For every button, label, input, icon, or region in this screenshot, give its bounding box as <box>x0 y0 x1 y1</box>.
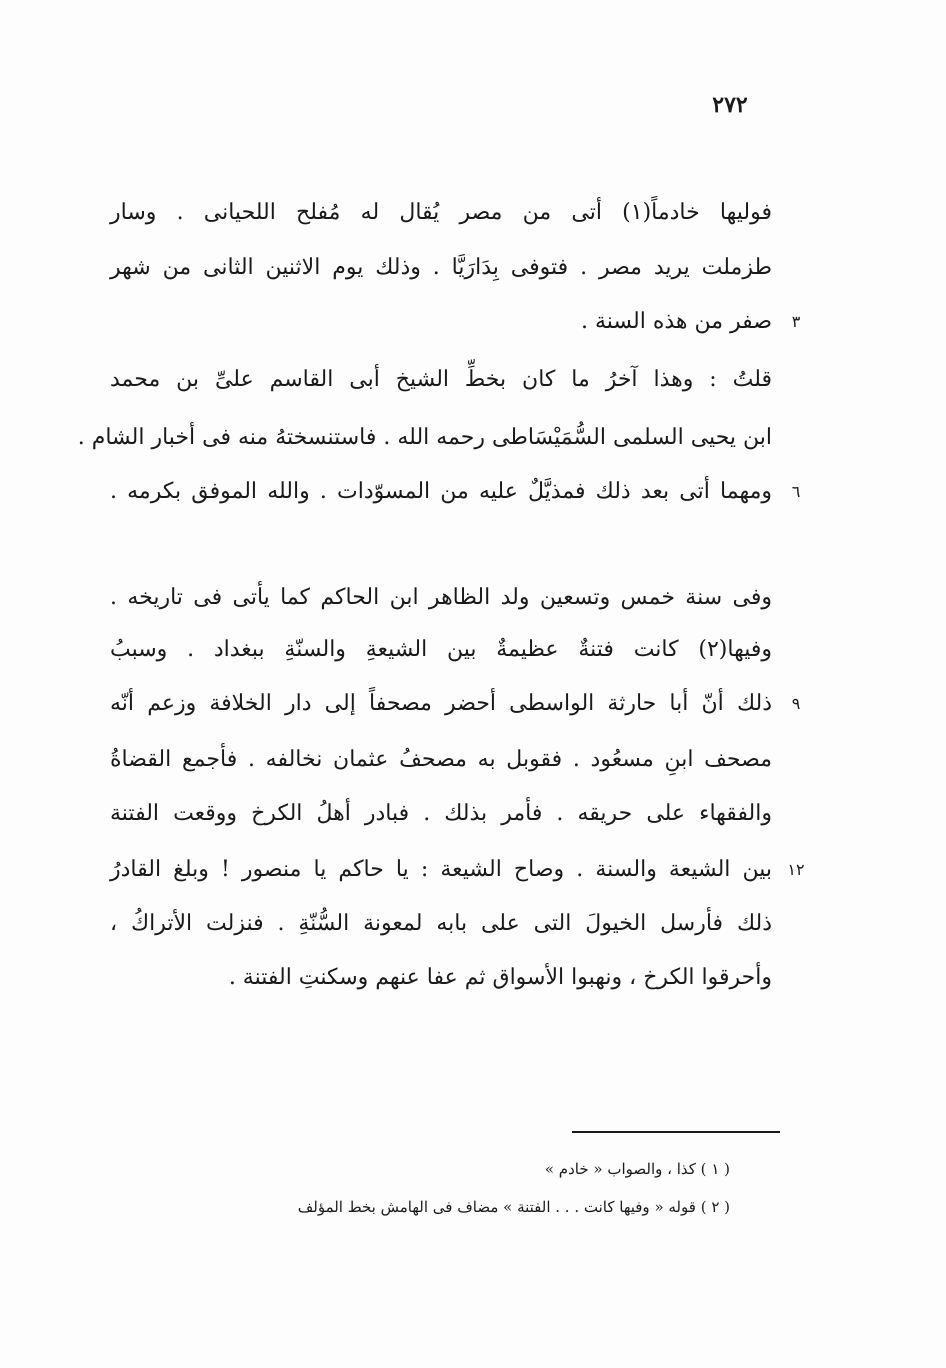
text-line: ذلك فأرسل الخيولَ التى على بابه لمعونة السُّنّةِ . فنزلت الأتراكُ ، <box>110 911 772 936</box>
line-number: ٣ <box>791 312 801 331</box>
text-line: مصحف ابنِ مسعُود . فقوبل به مصحفُ عثمان نخالفه . فأجمع القضاةُ <box>110 747 772 772</box>
footnote: ( ١ ) كذا ، والصواب « خادم » <box>544 1160 730 1178</box>
line-number: ٦ <box>791 482 801 501</box>
text-line: ابن يحيى السلمى السُّمَيْسَاطى رحمه الله . فاستنسختهُ منه فى أخبار الشام . <box>77 425 772 450</box>
text-line: فوليها خادماً(١) أتى من مصر يُقال له مُفلح اللحيانى . وسار <box>110 200 772 225</box>
footnote-separator <box>572 1131 780 1133</box>
text-line: وأحرقوا الكرخ ، ونهبوا الأسواق ثم عفا عنهم وسكنتِ الفتنة . <box>228 965 772 990</box>
text-line: وفيها(٢) كانت فتنةٌ عظيمةٌ بين الشيعةِ والسنّةِ ببغداد . وسببُ <box>110 637 772 662</box>
line-number: ١٢ <box>787 860 805 879</box>
line-number: ٩ <box>791 694 801 713</box>
text-line: ذلك أنّ أبا حارثة الواسطى أحضر مصحفاً إلى دار الخلافة وزعم أنّه <box>110 691 772 716</box>
text-line: طزملت يريد مصر . فتوفى بِدَارَيَّا . وذلك يوم الاثنين الثانى من شهر <box>110 255 772 280</box>
text-line: بين الشيعة والسنة . وصاح الشيعة : يا حاكم يا منصور ! وبلغ القادرُ <box>110 857 772 882</box>
text-line: وفى سنة خمس وتسعين ولد الظاهر ابن الحاكم كما يأتى فى تاريخه . <box>110 585 772 610</box>
text-line: صفر من هذه السنة . <box>581 309 772 334</box>
footnote: ( ٢ ) قوله « وفيها كانت . . . الفتنة » مضاف فى الهامش بخط المؤلف <box>297 1198 730 1216</box>
text-line: والفقهاء على حريقه . فأمر بذلك . فبادر أهلُ الكرخ ووقعت الفتنة <box>110 801 772 826</box>
text-line: قلتُ : وهذا آخرُ ما كان بخطِّ الشيخ أبى القاسم علىِّ بن محمد <box>110 367 772 392</box>
text-line: ومهما أتى بعد ذلك فمذيَّلٌ عليه من المسوّدات . والله الموفق بكرمه . <box>110 479 772 504</box>
page-number: ٢٧٢ <box>712 92 748 118</box>
